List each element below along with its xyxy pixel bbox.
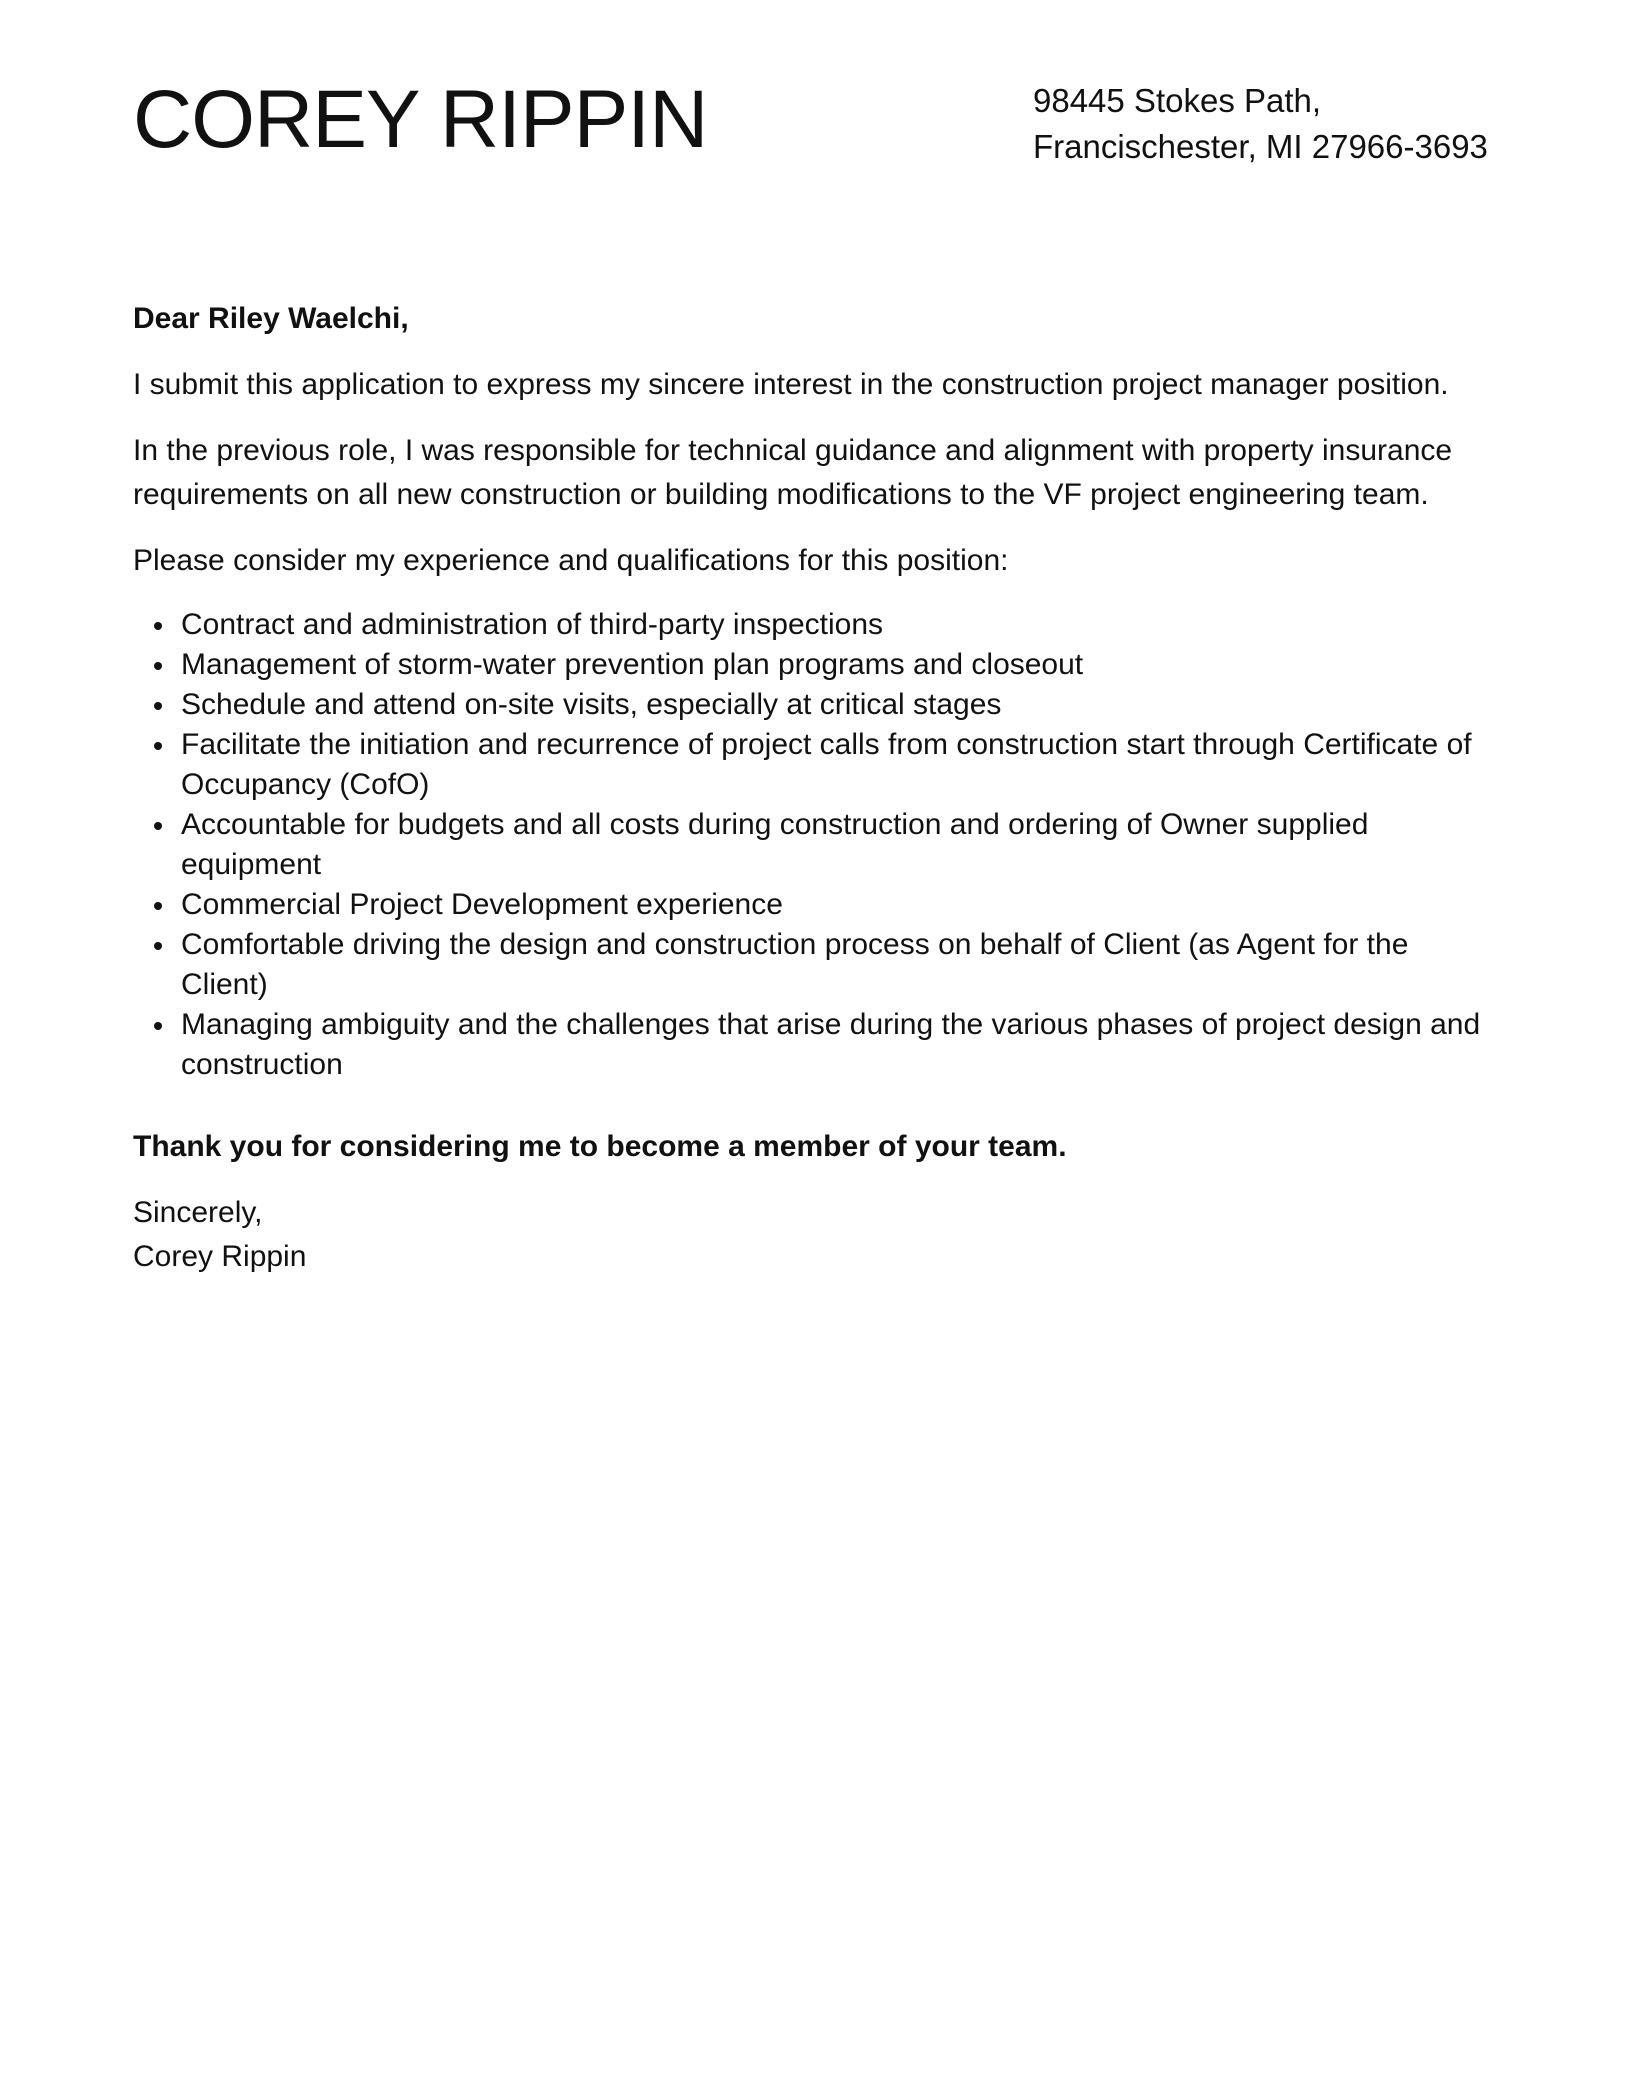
signoff: Sincerely, [133,1196,263,1229]
list-item: Contract and administration of third-party inspections [181,605,1503,645]
list-item: Managing ambiguity and the challenges that arise during the various phases of project design and construction [181,1005,1503,1085]
address-line-2: Francischester, MI 27966-3693 [1033,128,1488,165]
list-item: Facilitate the initiation and recurrence of project calls from construction start through Certificate of Occupancy (CofO) [181,725,1503,805]
address-line-1: 98445 Stokes Path, [1033,82,1322,119]
applicant-name: COREY RIPPIN [133,74,708,165]
experience-paragraph: In the previous role, I was responsible for technical guidance and alignment with property insurance requirements on all new construction or building modifications to the VF project engineering team. [133,434,1453,511]
list-item: Management of storm-water prevention plan programs and closeout [181,645,1503,685]
list-item: Accountable for budgets and all costs during construction and ordering of Owner supplied equipment [181,805,1503,885]
qualifications-intro: Please consider my experience and qualifications for this position: [133,544,1009,577]
qualifications-list [133,605,1503,1085]
signoff-block [133,1191,1503,1279]
list-item: Schedule and attend on-site visits, especially at critical stages [181,685,1503,725]
intro-paragraph: I submit this application to express my sincere interest in the construction project manager position. [133,368,1449,401]
salutation: Dear Riley Waelchi, [133,302,409,335]
letter-body [133,297,1503,1279]
list-item: Commercial Project Development experience [181,885,1503,925]
letter-header [133,72,1499,192]
signature-name: Corey Rippin [133,1240,307,1273]
applicant-address [1033,78,1488,170]
list-item: Comfortable driving the design and construction process on behalf of Client (as Agent for the Client) [181,925,1503,1005]
closing-statement: Thank you for considering me to become a member of your team. [133,1130,1067,1163]
